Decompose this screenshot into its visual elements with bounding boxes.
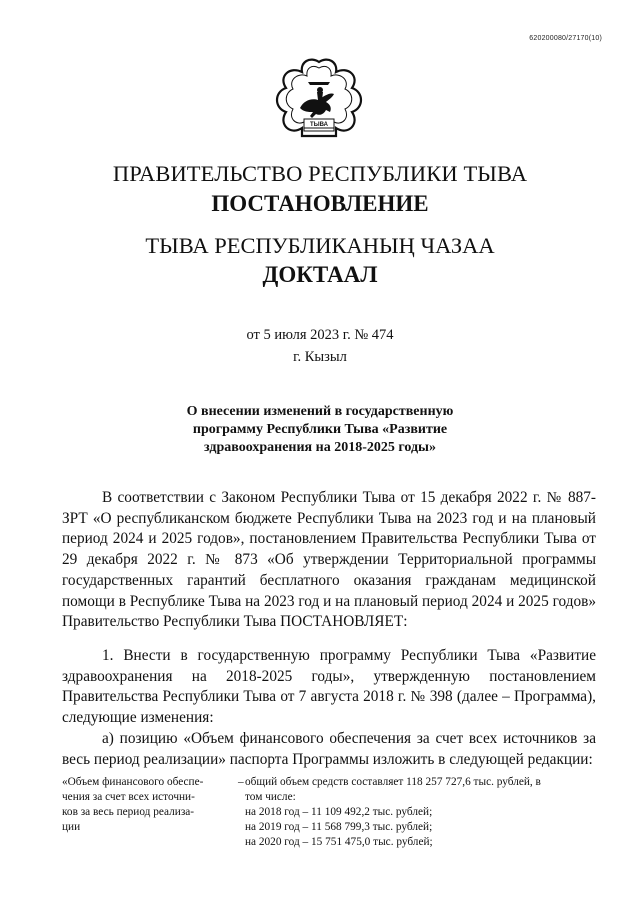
table-dash: –: [238, 776, 244, 788]
table-right-line: на 2020 год – 15 751 475,0 тыс. рублей;: [245, 836, 433, 848]
document-date: от 5 июля 2023 г. № 474: [246, 327, 394, 343]
item-1-paragraph: 1. Внести в государственную программу Республики Тыва «Развитие здравоохранения на 2018-2025 годы», утвержденную постановлением Правительства Республики Тыва от 7 августа 2018 г. № 398 (далее – Программа), следующие изменения:: [62, 647, 596, 727]
subject-line: программу Республики Тыва «Развитие: [192, 422, 448, 437]
table-right-line: на 2019 год – 11 568 799,3 тыс. рублей;: [245, 821, 433, 833]
table-left-line: чения за счет всех источни-: [62, 791, 195, 803]
document-type-ru: ПОСТАНОВЛЕНИЕ: [211, 191, 429, 216]
preamble-paragraph: В соответствии с Законом Республики Тыва от 15 декабря 2022 г. № 887-ЗРТ «О республиканском бюджете Республики Тыва на 2023 год и на плановый период 2024 и 2025 годов», постановлением Правительства Республики Тыва от 29 декабря 2022 г. № 873 «Об утверждении Территориальной программы государственных гарантий бесплатного оказания гражданам медицинской помощи в Республике Тыва на 2023 год и на плановый период 2024 и 2025 годов» Правительство Республики Тыва ПОСТАНОВЛЯЕТ:: [62, 489, 596, 631]
document-type-tyv: ДОКТААЛ: [262, 262, 378, 287]
subject-line: О внесении изменений в государственную: [186, 404, 454, 419]
table-right-line: на 2018 год – 11 109 492,2 тыс. рублей;: [245, 806, 433, 818]
document-city: г. Кызыл: [293, 349, 347, 365]
tuva-coat-of-arms-icon: [270, 52, 368, 150]
table-right-line: общий объем средств составляет 118 257 727,6 тыс. рублей, в: [245, 776, 541, 788]
emblem-graphic: [270, 52, 368, 150]
table-left-line: ков за весь период реализа-: [62, 806, 195, 818]
preamble-block: [62, 488, 596, 633]
svg-text:ТЫВА: ТЫВА: [310, 122, 328, 128]
government-title-tyv: ТЫВА РЕСПУБЛИКАНЫҢ ЧАЗАА: [145, 233, 495, 258]
table-left-line: «Объем финансового обеспе-: [62, 776, 204, 788]
table-right-line: том числе:: [245, 791, 296, 803]
subject-line: здравоохранения на 2018-2025 годы»: [204, 440, 436, 455]
government-title-ru: ПРАВИТЕЛЬСТВО РЕСПУБЛИКИ ТЫВА: [112, 161, 528, 186]
table-left-line: ции: [62, 821, 81, 833]
item-1a-paragraph: а) позицию «Объем финансового обеспечения за счет всех источников за весь период реализации» паспорта Программы изложить в следующей редакции:: [62, 729, 596, 768]
table-left-cell: [62, 775, 234, 835]
items-block: [62, 646, 596, 770]
document-id: 620200080/27170(10): [529, 35, 602, 42]
document-subject: [150, 403, 490, 457]
table-right-cell: [245, 775, 601, 850]
